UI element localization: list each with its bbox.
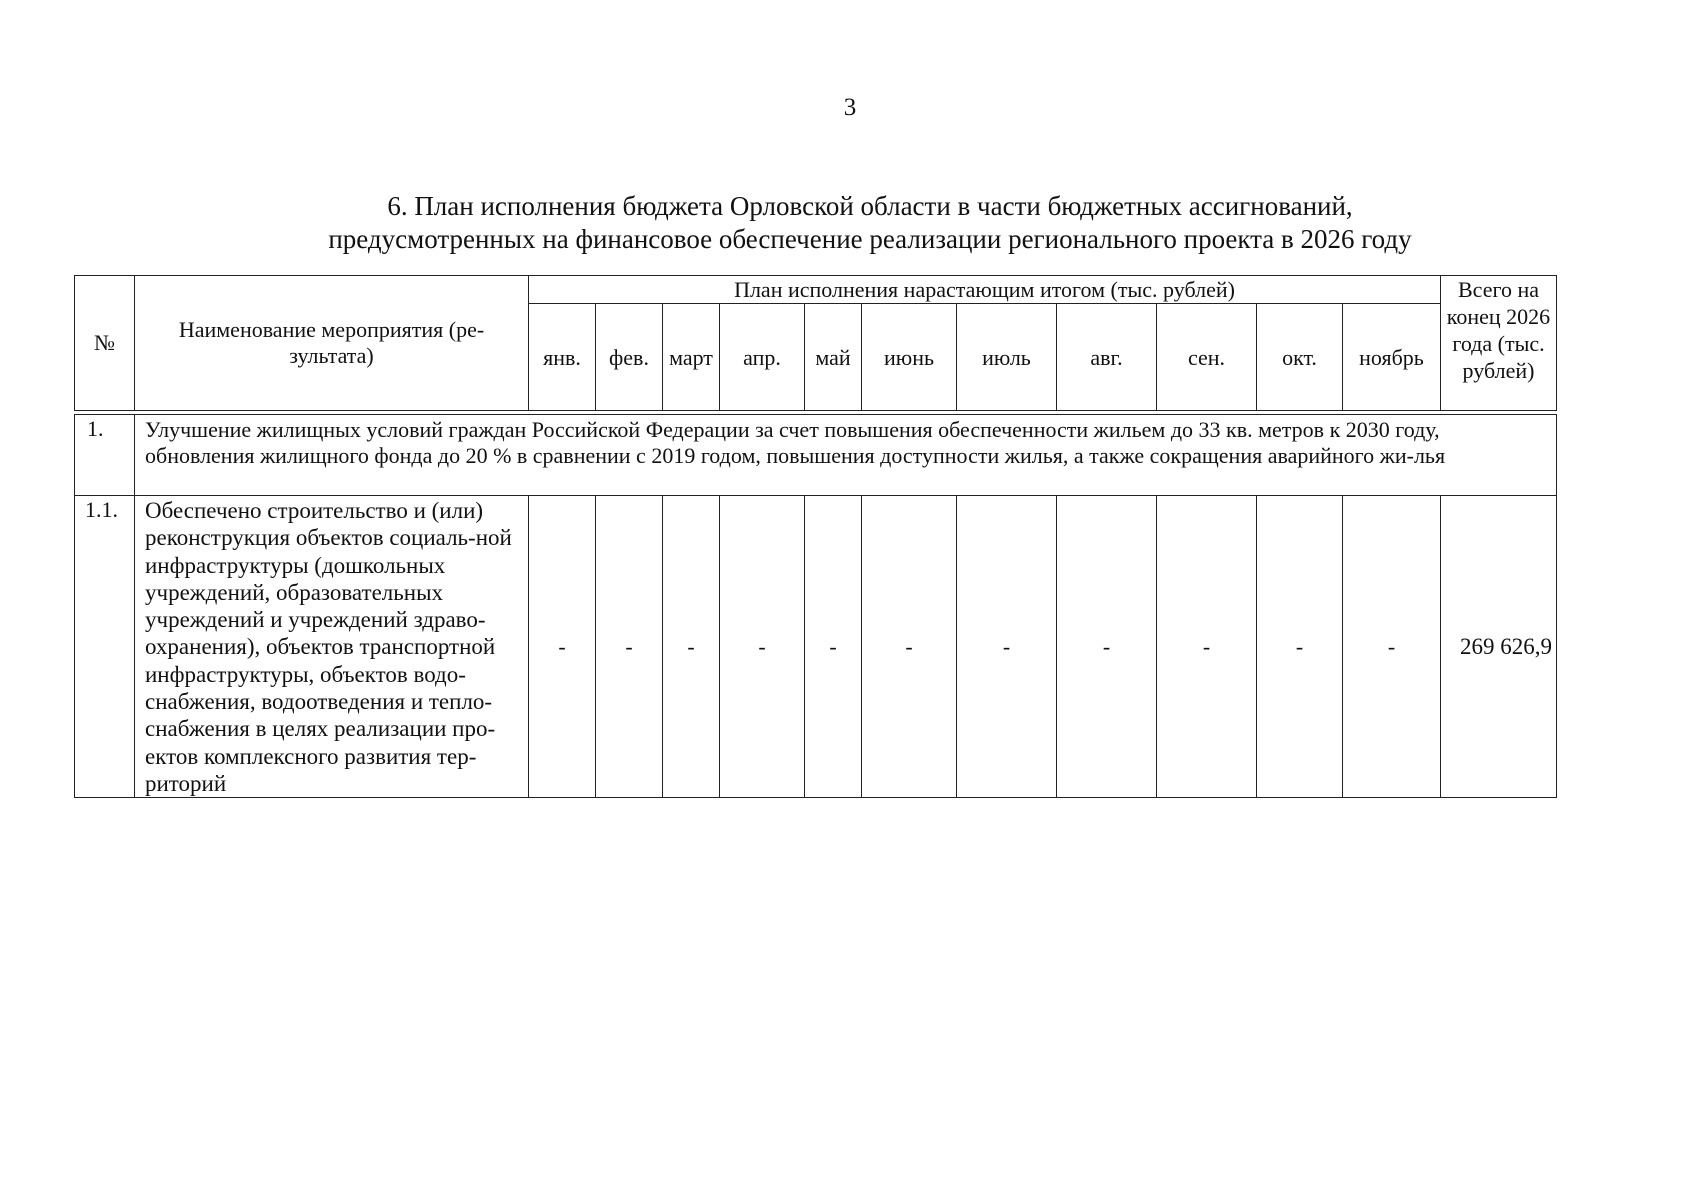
value-feb: - (596, 496, 663, 798)
header-month-feb: фев. (596, 304, 663, 411)
value-oct: - (1257, 496, 1343, 798)
value-apr: - (720, 496, 805, 798)
header-month-aug: авг. (1057, 304, 1157, 411)
title-line-1: 6. План исполнения бюджета Орловской области в части бюджетных ассигнований, (387, 191, 1353, 221)
item-row (75, 496, 1557, 798)
value-jun: - (862, 496, 957, 798)
item-name: Обеспечено строительство и (или) реконструкция объектов социаль-ной инфраструктуры (дошкольных учреждений, образовательных учреждений и учреждений здраво-охранения), объектов транспортной инфраструктуры, объектов водо-снабжения, водоотведения и тепло-снабжения в целях реализации про-ектов комплексного развития тер-риторий (135, 496, 529, 798)
header-month-jul: июль (957, 304, 1057, 411)
value-nov: - (1343, 496, 1441, 798)
header-month-may: май (805, 304, 862, 411)
item-num: 1.1. (75, 496, 135, 798)
section-num: 1. (75, 415, 135, 496)
header-month-mar: март (663, 304, 720, 411)
header-plan-group: План исполнения нарастающим итогом (тыс. рублей) (529, 276, 1441, 304)
header-month-jun: июнь (862, 304, 957, 411)
value-may: - (805, 496, 862, 798)
value-jul: - (957, 496, 1057, 798)
header-month-apr: апр. (720, 304, 805, 411)
header-row-group (75, 276, 1557, 304)
title-line-2: предусмотренных на финансовое обеспечение реализации регионального проекта в 2026 году (328, 224, 1412, 254)
header-month-oct: окт. (1257, 304, 1343, 411)
header-month-sep: сен. (1157, 304, 1257, 411)
budget-plan-table (74, 275, 1557, 798)
value-mar: - (663, 496, 720, 798)
value-jan: - (529, 496, 596, 798)
value-sep: - (1157, 496, 1257, 798)
section-text: Улучшение жилищных условий граждан Российской Федерации за счет повышения обеспеченности жильем до 33 кв. метров к 2030 году, обновления жилищного фонда до 20 % в сравнении с 2019 годом, повышения доступности жилья, а также сокращения аварийного жи-лья (135, 415, 1557, 496)
value-total: 269 626,9 (1441, 496, 1557, 798)
header-name: Наименование мероприятия (ре-зультата) (135, 276, 529, 411)
header-month-jan: янв. (529, 304, 596, 411)
header-num: № (75, 276, 135, 411)
section-row (75, 415, 1557, 496)
value-aug: - (1057, 496, 1157, 798)
header-month-nov: ноябрь (1343, 304, 1441, 411)
document-title (290, 190, 1450, 256)
header-total: Всего на конец 2026 года (тыс. рублей) (1441, 276, 1557, 411)
page-number: 3 (843, 94, 857, 121)
